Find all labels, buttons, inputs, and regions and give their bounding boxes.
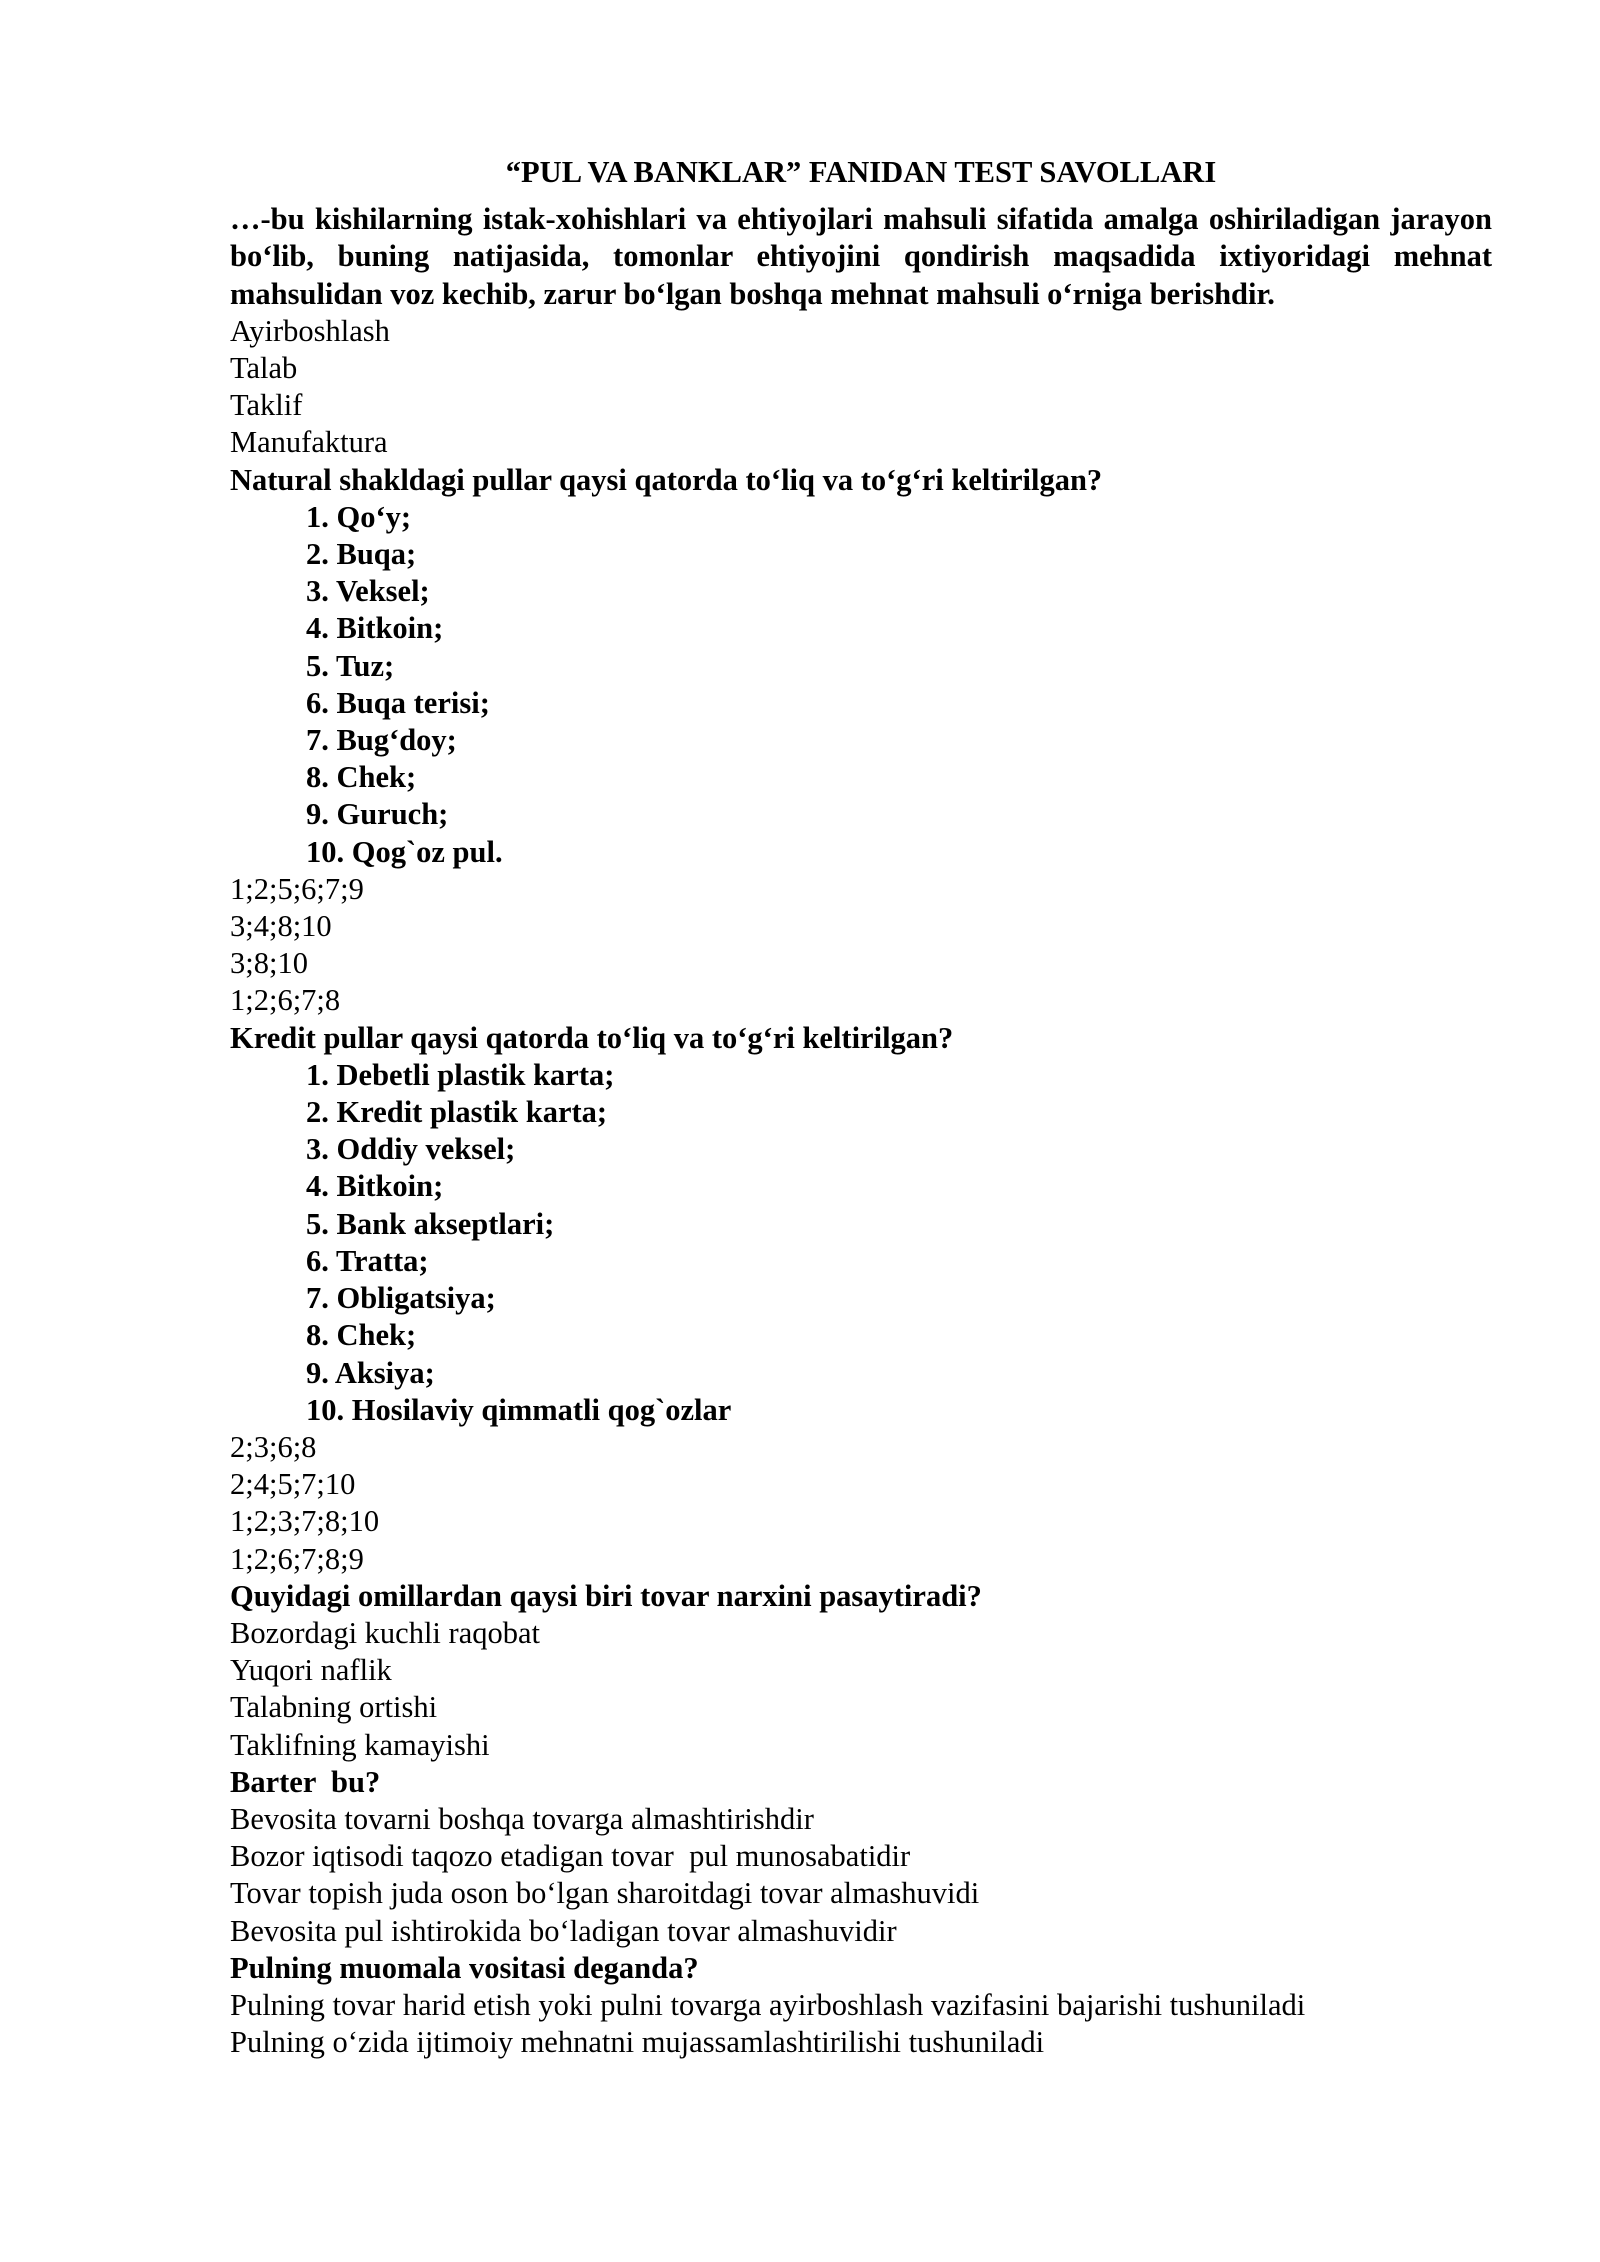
answer-option: 3;8;10: [230, 946, 308, 981]
document-body: [230, 154, 1492, 2061]
answer-option: Bozordagi kuchli raqobat: [230, 1615, 540, 1650]
answer-option: 2;4;5;7;10: [230, 1467, 356, 1502]
numbered-item: 1. Debetli plastik karta;: [306, 1057, 615, 1092]
answer-option: 3;4;8;10: [230, 909, 332, 944]
answer-option: 1;2;6;7;8;9: [230, 1541, 364, 1576]
answer-option: Ayirboshlash: [230, 313, 390, 348]
answer-option: Bevosita tovarni boshqa tovarga almashtirishdir: [230, 1801, 814, 1836]
numbered-item: 1. Qo‘y;: [306, 499, 412, 534]
question-text: Kredit pullar qaysi qatorda to‘liq va to‘g‘ri keltirilgan?: [230, 1020, 954, 1055]
numbered-item: 8. Chek;: [306, 1318, 417, 1353]
question-block: [230, 462, 1492, 1020]
question-block: [230, 1950, 1492, 2062]
numbered-item: 2. Kredit plastik karta;: [306, 1095, 608, 1130]
question-block: [230, 1578, 1492, 1764]
numbered-item: 6. Tratta;: [306, 1243, 429, 1278]
numbered-item: 4. Bitkoin;: [306, 1169, 444, 1204]
numbered-item: 7. Bug‘doy;: [306, 723, 457, 758]
numbered-item: 8. Chek;: [306, 760, 417, 795]
numbered-item: 7. Obligatsiya;: [306, 1281, 496, 1316]
question-text: Natural shakldagi pullar qaysi qatorda to‘liq va to‘g‘ri keltirilgan?: [230, 462, 1103, 497]
question-text: Quyidagi omillardan qaysi biri tovar narxini pasaytiradi?: [230, 1578, 982, 1613]
numbered-item: 5. Tuz;: [306, 648, 395, 683]
answer-option: Manufaktura: [230, 425, 388, 460]
numbered-item: 10. Hosilaviy qimmatli qog`ozlar: [306, 1392, 732, 1427]
question-block: [230, 1764, 1492, 1950]
question-block: [230, 201, 1492, 461]
answer-option: 1;2;6;7;8: [230, 983, 341, 1018]
numbered-item: 9. Guruch;: [306, 797, 449, 832]
answer-option: 1;2;5;6;7;9: [230, 871, 364, 906]
numbered-item: 9. Aksiya;: [306, 1355, 435, 1390]
answer-option: 1;2;3;7;8;10: [230, 1504, 380, 1539]
document-title: “PUL VA BANKLAR” FANIDAN TEST SAVOLLARI: [505, 155, 1217, 189]
answer-option: Talab: [230, 351, 298, 386]
answer-option: Talabning ortishi: [230, 1690, 438, 1725]
answer-option: Pulning o‘zida ijtimoiy mehnatni mujassamlashtirilishi tushuniladi: [230, 2025, 1045, 2060]
question-text: Pulning muomala vositasi deganda?: [230, 1950, 699, 1985]
answer-option: Taklif: [230, 388, 303, 423]
answer-option: Pulning tovar harid etish yoki pulni tovarga ayirboshlash vazifasini bajarishi tushuniladi: [230, 1987, 1306, 2022]
numbered-item: 5. Bank akseptlari;: [306, 1206, 555, 1241]
numbered-item: 4. Bitkoin;: [306, 611, 444, 646]
question-block: [230, 1020, 1492, 1578]
answer-option: Tovar topish juda oson bo‘lgan sharoitdagi tovar almashuvidi: [230, 1876, 980, 1911]
answer-option: Taklifning kamayishi: [230, 1727, 490, 1762]
answer-option: Bozor iqtisodi taqozo etadigan tovar pul munosabatidir: [230, 1839, 911, 1874]
numbered-item: 3. Veksel;: [306, 574, 430, 609]
answer-option: Bevosita pul ishtirokida bo‘ladigan tovar almashuvidir: [230, 1913, 897, 1948]
numbered-item: 10. Qog`oz pul.: [306, 834, 503, 869]
answer-option: 2;3;6;8: [230, 1429, 317, 1464]
numbered-item: 6. Buqa terisi;: [306, 685, 490, 720]
question-text: …-bu kishilarning istak-xohishlari va ehtiyojlari mahsuli sifatida amalga oshiriladigan jarayon bo‘lib, buning natijasida, tomonlar ehtiyojini qondirish maqsadida ixtiyoridagi mehnat mahsulidan voz kechib, zarur bo‘lgan boshqa mehnat mahsuli o‘rniga berishdir.: [230, 202, 1492, 311]
question-text: Barter bu?: [230, 1764, 381, 1799]
numbered-item: 3. Oddiy veksel;: [306, 1132, 516, 1167]
answer-option: Yuqori naflik: [230, 1653, 392, 1688]
numbered-item: 2. Buqa;: [306, 537, 417, 572]
